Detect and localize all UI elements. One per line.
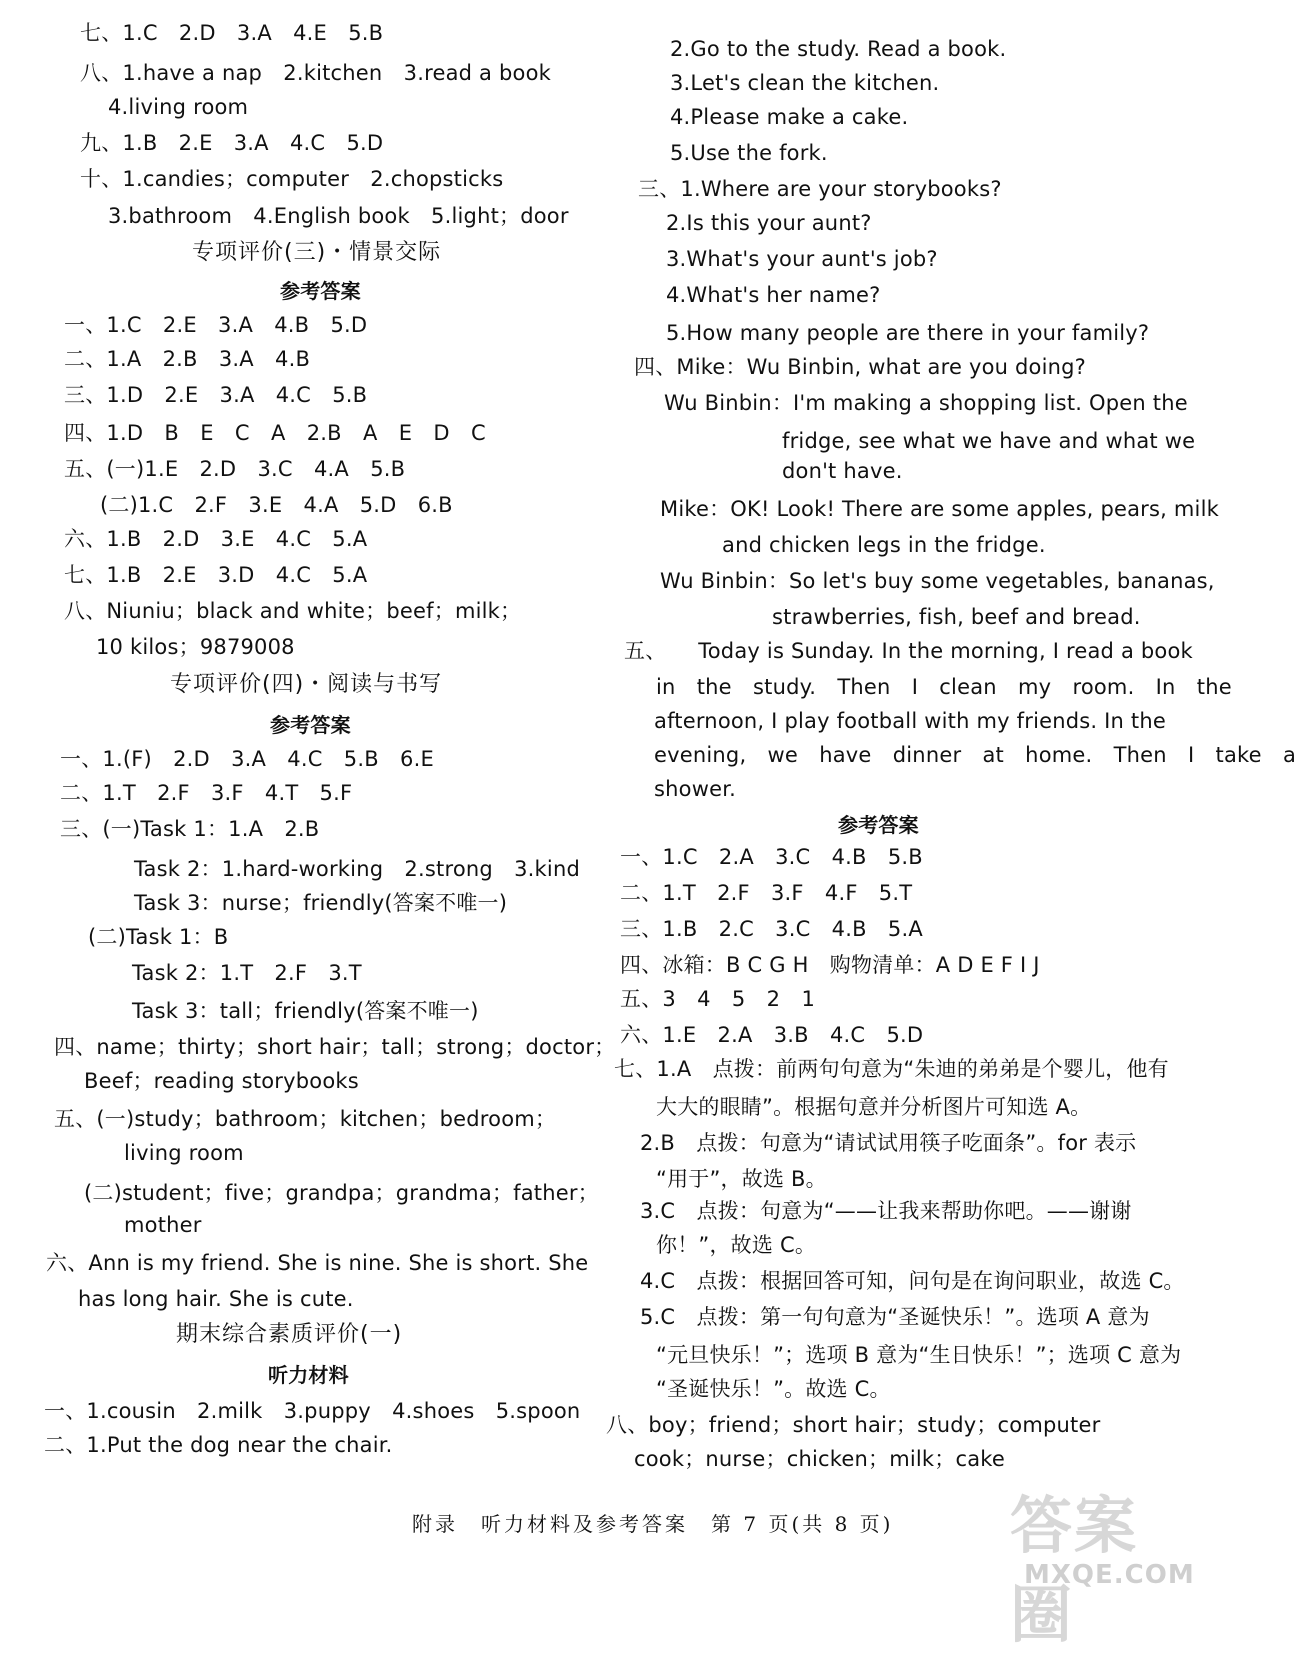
right-column-line-3: 5.Use the fork.	[670, 141, 828, 165]
left-column-line-3: 九、1.B 2.E 3.A 4.C 5.D	[80, 131, 384, 155]
left-column-line-31: living room	[124, 1141, 244, 1165]
left-column-line-34: 六、Ann is my friend. She is nine. She is short. She	[46, 1251, 589, 1275]
left-column-line-33: mother	[124, 1213, 202, 1237]
right-column-line-23: 一、1.C 2.A 3.C 4.B 5.B	[620, 845, 923, 869]
left-column-line-15: 七、1.B 2.E 3.D 4.C 5.A	[64, 563, 368, 587]
watermark-logo	[1010, 1476, 1195, 1651]
left-column-line-7: 参考答案	[280, 279, 361, 303]
watermark-url: MXQE.COM	[1024, 1560, 1195, 1590]
right-column-line-4: 三、1.Where are your storybooks?	[638, 177, 1002, 201]
left-column-line-38: 一、1.cousin 2.milk 3.puppy 4.shoes 5.spoon	[44, 1399, 581, 1423]
watermark-text: 答案圈	[1010, 1489, 1139, 1651]
right-column-line-20: evening, we have dinner at home. Then I take a	[654, 743, 1296, 767]
right-column-line-29: 七、1.A 点拨：前两句句意为“朱迪的弟弟是个婴儿，他有	[614, 1057, 1169, 1081]
left-column-line-6: 专项评价(三)・情景交际	[192, 240, 442, 265]
left-column-line-29: Beef；reading storybooks	[84, 1069, 359, 1093]
right-column-line-36: 5.C 点拨：第一句句意为“圣诞快乐！”。选项 A 意为	[640, 1305, 1150, 1329]
right-column-line-0: 2.Go to the study. Read a book.	[670, 37, 1007, 61]
right-column-line-13: Mike：OK! Look! There are some apples, pears, milk	[660, 497, 1219, 521]
left-column-line-19: 参考答案	[270, 713, 351, 737]
right-column-line-39: 八、boy；friend；short hair；study；computer	[606, 1413, 1101, 1437]
right-column-line-40: cook；nurse；chicken；milk；cake	[634, 1447, 1006, 1471]
right-column-line-28: 六、1.E 2.A 3.B 4.C 5.D	[620, 1023, 924, 1047]
right-column-line-5: 2.Is this your aunt?	[666, 211, 872, 235]
right-column-line-7: 4.What's her name?	[666, 283, 881, 307]
left-column-line-20: 一、1.(F) 2.D 3.A 4.C 5.B 6.E	[60, 747, 434, 771]
left-column-line-2: 4.living room	[108, 95, 249, 119]
right-column-line-32: “用于”，故选 B。	[656, 1167, 827, 1191]
left-column-line-22: 三、(一)Task 1：1.A 2.B	[60, 817, 320, 841]
left-column-line-16: 八、Niuniu；black and white；beef；milk；	[64, 599, 522, 623]
left-column-line-10: 三、1.D 2.E 3.A 4.C 5.B	[64, 383, 368, 407]
left-column-line-37: 听力材料	[268, 1363, 349, 1387]
left-column-line-17: 10 kilos；9879008	[96, 635, 295, 659]
right-column-line-10: Wu Binbin：I'm making a shopping list. Open the	[664, 391, 1188, 415]
right-column-line-8: 5.How many people are there in your family?	[666, 321, 1150, 345]
right-column-line-30: 大大的眼睛”。根据句意并分析图片可知选 A。	[656, 1095, 1092, 1119]
left-column-line-11: 四、1.D B E C A 2.B A E D C	[64, 421, 486, 445]
left-column-line-18: 专项评价(四)・阅读与书写	[170, 672, 443, 697]
right-column-line-14: and chicken legs in the fridge.	[722, 533, 1046, 557]
right-column-line-26: 四、冰箱：B C G H 购物清单：A D E F I J	[620, 953, 1040, 977]
left-column-line-1: 八、1.have a nap 2.kitchen 3.read a book	[80, 61, 551, 85]
right-column-line-17: 五、 Today is Sunday. In the morning, I read a book	[624, 639, 1193, 663]
left-column-line-39: 二、1.Put the dog near the chair.	[44, 1433, 393, 1457]
right-column-line-24: 二、1.T 2.F 3.F 4.F 5.T	[620, 881, 913, 905]
right-column-line-6: 3.What's your aunt's job?	[666, 247, 938, 271]
right-column-line-38: “圣诞快乐！”。故选 C。	[656, 1377, 891, 1401]
left-column-line-26: Task 2：1.T 2.F 3.T	[132, 961, 362, 985]
right-column-line-11: fridge, see what we have and what we	[782, 429, 1196, 453]
right-column-line-15: Wu Binbin：So let's buy some vegetables, bananas,	[660, 569, 1215, 593]
right-column-line-16: strawberries, fish, beef and bread.	[772, 605, 1141, 629]
left-column-line-14: 六、1.B 2.D 3.E 4.C 5.A	[64, 527, 368, 551]
right-column-line-33: 3.C 点拨：句意为“——让我来帮助你吧。——谢谢	[640, 1199, 1132, 1223]
right-column-line-21: shower.	[654, 777, 736, 801]
right-column-line-18: in the study. Then I clean my room. In the	[656, 675, 1232, 699]
right-column-line-19: afternoon, I play football with my friends. In the	[654, 709, 1166, 733]
left-column-line-4: 十、1.candies；computer 2.chopsticks	[80, 167, 504, 191]
left-column-line-0: 七、1.C 2.D 3.A 4.E 5.B	[80, 21, 384, 45]
left-column-line-30: 五、(一)study；bathroom；kitchen；bedroom；	[54, 1107, 557, 1131]
left-column-line-23: Task 2：1.hard-working 2.strong 3.kind	[134, 857, 580, 881]
right-column-line-1: 3.Let's clean the kitchen.	[670, 71, 940, 95]
left-column-line-36: 期末综合素质评价(一)	[176, 1322, 403, 1347]
left-column-line-9: 二、1.A 2.B 3.A 4.B	[64, 347, 311, 371]
left-column-line-35: has long hair. She is cute.	[78, 1287, 354, 1311]
right-column-line-35: 4.C 点拨：根据回答可知，问句是在询问职业，故选 C。	[640, 1269, 1185, 1293]
left-column-line-8: 一、1.C 2.E 3.A 4.B 5.D	[64, 313, 368, 337]
right-column-line-27: 五、3 4 5 2 1	[620, 987, 816, 1011]
right-column-line-22: 参考答案	[838, 813, 919, 837]
left-column-line-13: (二)1.C 2.F 3.E 4.A 5.D 6.B	[100, 493, 453, 517]
right-column-line-37: “元旦快乐！”；选项 B 意为“生日快乐！”；选项 C 意为	[656, 1343, 1182, 1367]
right-column-line-34: 你！”，故选 C。	[656, 1233, 817, 1257]
left-column-line-27: Task 3：tall；friendly(答案不唯一)	[132, 999, 479, 1023]
left-column-line-12: 五、(一)1.E 2.D 3.C 4.A 5.B	[64, 457, 406, 481]
right-column-line-25: 三、1.B 2.C 3.C 4.B 5.A	[620, 917, 923, 941]
right-column-line-31: 2.B 点拨：句意为“请试试用筷子吃面条”。for 表示	[640, 1131, 1137, 1155]
left-column-line-32: (二)student；five；grandpa；grandma；father；	[84, 1181, 599, 1205]
left-column-line-5: 3.bathroom 4.English book 5.light；door	[108, 204, 569, 228]
right-column-line-9: 四、Mike：Wu Binbin, what are you doing?	[634, 355, 1087, 379]
left-column-line-25: (二)Task 1：B	[88, 925, 229, 949]
left-column-line-21: 二、1.T 2.F 3.F 4.T 5.F	[60, 781, 353, 805]
left-column-line-28: 四、name；thirty；short hair；tall；strong；doctor；	[54, 1035, 616, 1059]
right-column-line-12: don't have.	[782, 459, 903, 483]
page-footer: 附录 听力材料及参考答案 第 7 页(共 8 页)	[412, 1512, 894, 1536]
right-column-line-2: 4.Please make a cake.	[670, 105, 909, 129]
left-column-line-24: Task 3：nurse；friendly(答案不唯一)	[134, 891, 508, 915]
